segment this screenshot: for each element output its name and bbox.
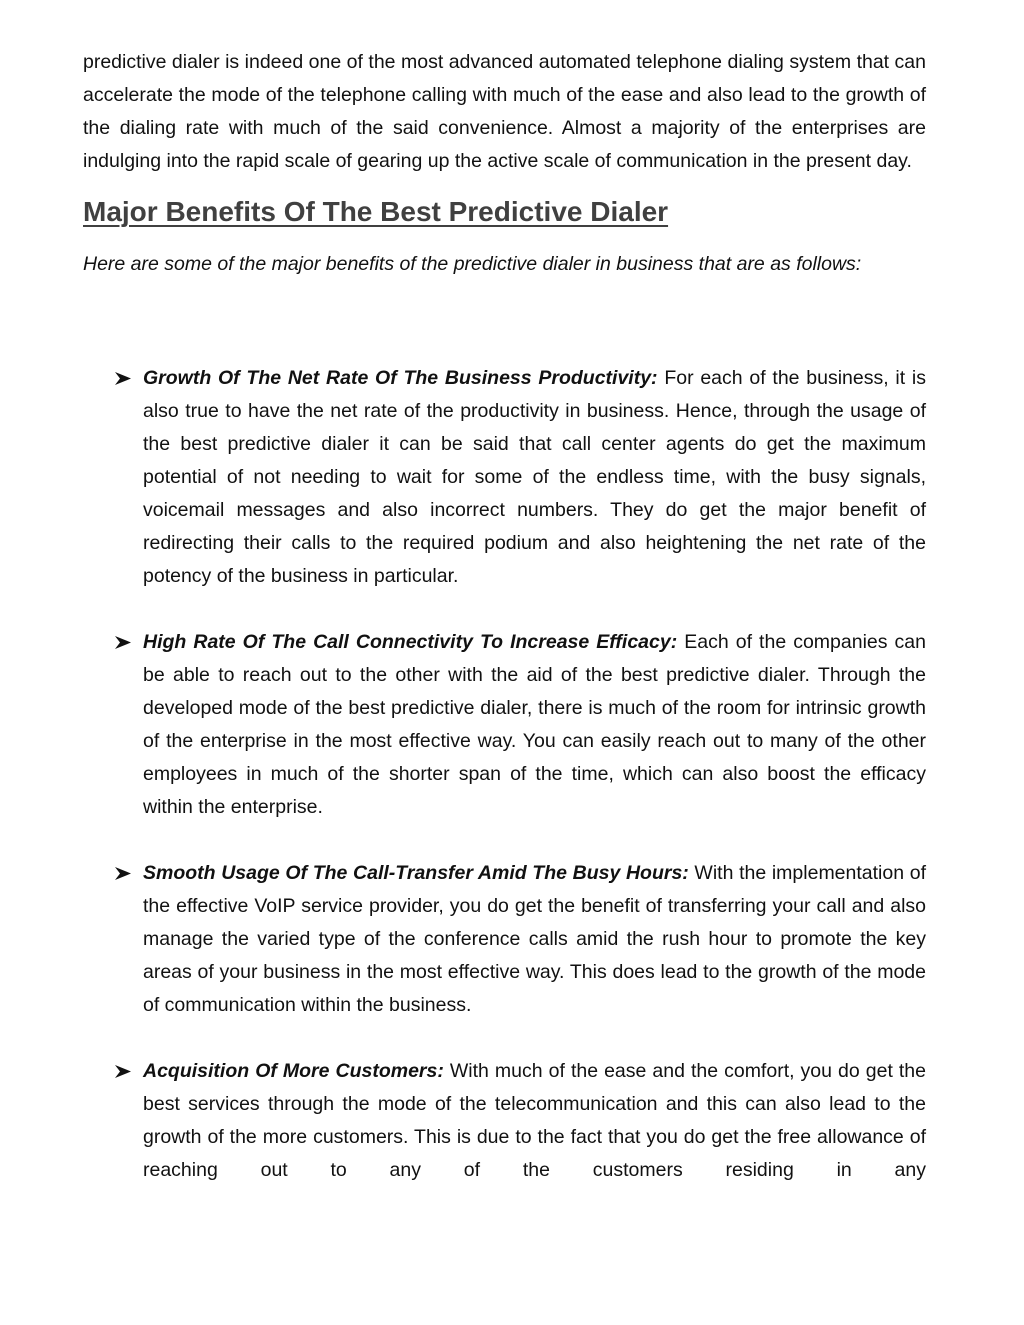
list-item (83, 626, 926, 824)
bullet-text: Each of the companies can be able to reach out to the other with the aid of the best predictive dialer. Through the developed mode of the best predictive dialer, there is much of the room for intrinsic growth of the enterprise in the most effective way. You can easily reach out to many of the other employees in much of the shorter span of the time, which can also boost the efficacy within the enterprise. (143, 631, 926, 818)
arrowhead-bullet-icon (114, 362, 134, 395)
list-item (83, 362, 926, 593)
bullet-title: Growth Of The Net Rate Of The Business Productivity: (143, 367, 658, 389)
bullet-title: Smooth Usage Of The Call-Transfer Amid The Busy Hours: (143, 862, 689, 884)
bullet-title: Acquisition Of More Customers: (143, 1060, 444, 1082)
section-heading: Major Benefits Of The Best Predictive Dialer (83, 196, 669, 227)
list-item (83, 857, 926, 1022)
bullet-text: With much of the ease and the comfort, you do get the best services through the mode of the telecommunication and this can also lead to the growth of the more customers. This is due to the fact that you do get the free allowance of reaching out to any of the customers residing in any (143, 1060, 926, 1181)
intro-paragraph: predictive dialer is indeed one of the most advanced automated telephone dialing system that can accelerate the mode of the telephone calling with much of the ease and also lead to the growth of the dialing rate with much of the said convenience. Almost a majority of the enterprises are indulging into the rapid scale of gearing up the active scale of communication in the present day. (83, 51, 926, 172)
document-page (83, 46, 926, 1187)
arrowhead-bullet-icon (114, 626, 134, 659)
bullet-text: With the implementation of the effective VoIP service provider, you do get the benefit of transferring your call and also manage the varied type of the conference calls amid the rush hour to promote the key areas of your business in the most effective way. This does lead to the growth of the mode of communication within the business. (143, 862, 926, 1016)
bullet-text: For each of the business, it is also true to have the net rate of the productivity in business. Hence, through the usage of the best predictive dialer it can be said that call center agents do get the maximum potential of not needing to wait for some of the endless time, with the busy signals, voicemail messages and also incorrect numbers. They do get the major benefit of redirecting their calls to the required podium and also heightening the net rate of the potency of the business in particular. (143, 367, 927, 587)
arrowhead-bullet-icon (114, 857, 134, 890)
section-intro: Here are some of the major benefits of the predictive dialer in business that are as follows: (83, 253, 862, 275)
bullet-title: High Rate Of The Call Connectivity To Increase Efficacy: (143, 631, 678, 653)
benefits-list (83, 362, 926, 1187)
arrowhead-bullet-icon (114, 1055, 134, 1088)
list-item (83, 1055, 926, 1187)
